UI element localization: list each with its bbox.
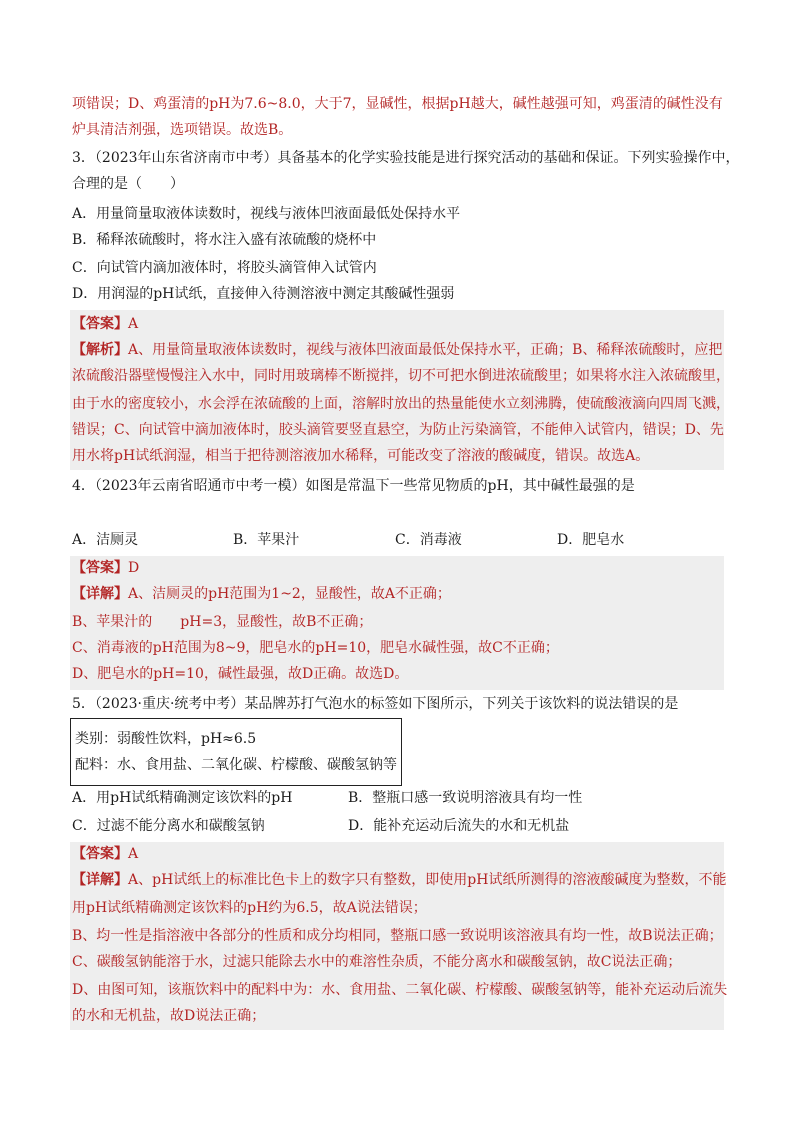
q4-answer-block xyxy=(70,556,724,690)
q3-analysis-line-5: 用水将pH试纸润湿，相当于把待测溶液加水稀释，可能改变了溶液的酸碱度，错误。故选A。 xyxy=(72,448,650,464)
q3-option-c: C．向试管内滴加液体时，将胶头滴管伸入试管内 xyxy=(72,260,377,276)
q3-analysis-text-1: A、用量筒量取液体读数时，视线与液体凹液面最低处保持水平，正确；B、稀释浓硫酸时，应把 xyxy=(128,342,723,358)
q4-detail-tag: 【详解】 xyxy=(72,586,128,602)
q3-analysis-line-4: 错误；C、向试管中滴加液体时，胶头滴管要竖直悬空，为防止污染滴管，不能伸入试管内，错误；D、先 xyxy=(72,422,724,438)
q5-detail-line-2: 用pH试纸精确测定该饮料的pH约为6.5，故A说法错误； xyxy=(72,900,427,916)
q3-analysis-tag: 【解析】 xyxy=(72,342,128,358)
q3-option-a: A．用量筒量取液体读数时，视线与液体凹液面最低处保持水平 xyxy=(72,206,461,222)
q5-option-a: A．用pH试纸精确测定该饮料的pH xyxy=(72,790,293,806)
q3-answer-tag: 【答案】 xyxy=(72,316,128,332)
q3-analysis-line-3: 由于水的密度较小，水会浮在浓硫酸的上面，溶解时放出的热量能使水立刻沸腾，使硫酸液滴向四周飞溅， xyxy=(72,396,730,412)
q4-option-d: D．肥皂水 xyxy=(557,532,625,548)
q5-detail-line-6: 的水和无机盐，故D说法正确； xyxy=(72,1008,266,1024)
q4-detail-line-4: D、肥皂水的pH=10，碱性最强，故D正确。故选D。 xyxy=(72,666,409,682)
q5-detail-text-1: A、pH试纸上的标准比色卡上的数字只有整数，即使用pH试纸所测得的溶液酸碱度为整数，不能 xyxy=(128,872,727,888)
q5-option-b: B．整瓶口感一致说明溶液具有均一性 xyxy=(348,790,583,806)
q4-option-c: C．消毒液 xyxy=(395,532,462,548)
q4-answer-tag: 【答案】 xyxy=(72,560,128,576)
prev-analysis-line-2: 炉具清洁剂强，选项错误。故选B。 xyxy=(72,122,293,138)
q4-detail-line-2: B、苹果汁的 pH=3，显酸性，故B不正确； xyxy=(72,614,373,630)
q4-detail-line-1 xyxy=(72,584,451,604)
q5-detail-line-1 xyxy=(72,870,726,890)
q3-answer-value: A xyxy=(128,316,139,332)
q4-answer-value: D xyxy=(128,560,140,576)
q5-detail-tag: 【详解】 xyxy=(72,872,128,888)
q5-label-ingredients: 配料：水、食用盐、二氧化碳、柠檬酸、碳酸氢钠等 xyxy=(75,757,397,773)
q5-answer-block xyxy=(70,842,728,1030)
q5-label-box xyxy=(70,718,402,786)
q5-detail-line-3: B、均一性是指溶液中各部分的性质和成分均相同，整瓶口感一致说明该溶液具有均一性，故B说法正确； xyxy=(72,928,723,944)
q4-option-b: B．苹果汁 xyxy=(233,532,300,548)
q5-answer-tag: 【答案】 xyxy=(72,846,128,862)
q4-detail-text-1: A、洁厕灵的pH范围为1~2，显酸性，故A不正确； xyxy=(128,586,451,602)
q4-stem: 4．（2023年云南省昭通市中考一模）如图是常温下一些常见物质的pH，其中碱性最强的是 xyxy=(72,478,635,494)
q5-label-category: 类别：弱酸性饮料，pH≈6.5 xyxy=(75,731,257,747)
prev-analysis-line-1: 项错误；D、鸡蛋清的pH为7.6~8.0，大于7，显碱性，根据pH越大，碱性越强可知，鸡蛋清的碱性没有 xyxy=(72,96,723,112)
q3-analysis-line-1 xyxy=(72,340,722,360)
q3-answer-block xyxy=(70,310,730,470)
q4-option-a: A．洁厕灵 xyxy=(72,532,139,548)
q5-option-d: D．能补充运动后流失的水和无机盐 xyxy=(348,818,570,834)
q3-option-d: D．用润湿的pH试纸，直接伸入待测溶液中测定其酸碱性强弱 xyxy=(72,286,455,302)
q5-detail-line-5: D、由图可知，该瓶饮料中的配料中为：水、食用盐、二氧化碳、柠檬酸、碳酸氢钠等，能补充运动后流失 xyxy=(72,982,728,998)
q5-option-c: C．过滤不能分离水和碳酸氢钠 xyxy=(72,818,265,834)
q5-stem: 5．（2023·重庆·统考中考）某品牌苏打气泡水的标签如下图所示，下列关于该饮料的说法错误的是 xyxy=(72,696,679,712)
q4-detail-line-3: C、消毒液的pH范围为8~9，肥皂水的pH=10，肥皂水碱性强，故C不正确； xyxy=(72,640,559,656)
q3-analysis-line-2: 浓硫酸沿器壁慢慢注入水中，同时用玻璃棒不断搅拌，切不可把水倒进浓硫酸里；如果将水注入浓硫酸里， xyxy=(72,368,730,384)
q5-answer-line xyxy=(72,844,138,864)
q3-answer-line xyxy=(72,314,138,334)
q3-stem-line-2: 合理的是（ ） xyxy=(72,176,184,192)
q5-answer-value: A xyxy=(128,846,139,862)
q5-detail-line-4: C、碳酸氢钠能溶于水，过滤只能除去水中的难溶性杂质，不能分离水和碳酸氢钠，故C说法正确； xyxy=(72,954,682,970)
q4-answer-line xyxy=(72,558,139,578)
q3-option-b: B．稀释浓硫酸时，将水注入盛有浓硫酸的烧杯中 xyxy=(72,232,377,248)
q3-stem-line-1: 3．（2023年山东省济南市中考）具备基本的化学实验技能是进行探究活动的基础和保证。下列实验操作中， xyxy=(72,150,740,166)
